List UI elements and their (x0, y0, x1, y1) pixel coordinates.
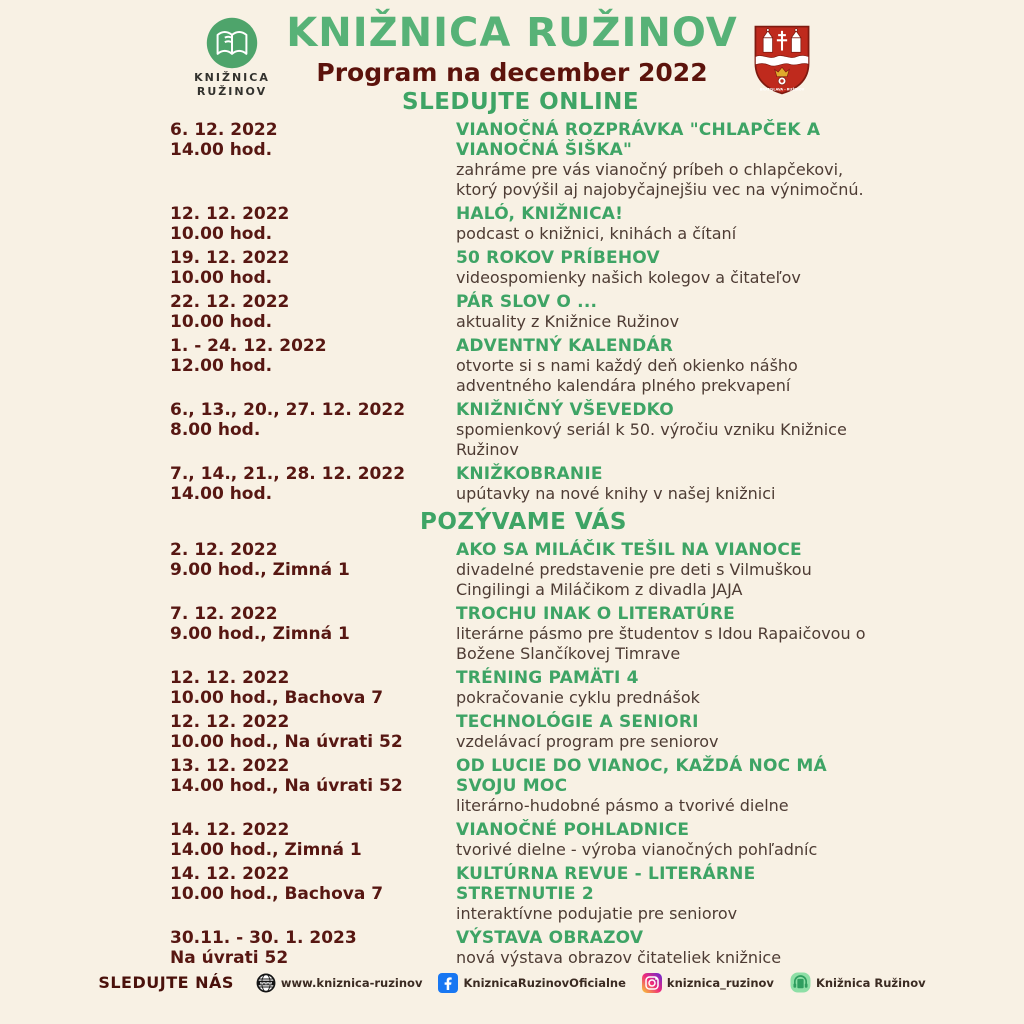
event-time: 10.00 hod., Bachova 7 (170, 688, 384, 708)
event-date: 12. 12. 2022 (170, 204, 290, 224)
event-description: literárne pásmo pre študentov s Idou Rapaičovou o Božene Slančíkovej Timrave (456, 624, 866, 663)
event-row (128, 248, 988, 288)
logo-text-line1: KNIŽNICA (194, 71, 270, 84)
event-time: 10.00 hod., Bachova 7 (170, 884, 384, 904)
event-date: 6., 13., 20., 27. 12. 2022 (170, 400, 406, 420)
event-when (128, 400, 450, 460)
event-when (128, 292, 450, 332)
event-when (128, 336, 450, 396)
event-title: TROCHU INAK O LITERATÚRE (456, 604, 735, 624)
event-description: nová výstava obrazov čitateliek knižnice (456, 948, 782, 967)
event-time: 8.00 hod. (170, 420, 261, 440)
section-heading: SLEDUJTE ONLINE (402, 89, 640, 115)
event-when (128, 204, 450, 244)
event-title: 50 ROKOV PRÍBEHOV (456, 248, 660, 268)
library-logo (192, 16, 272, 98)
event-date: 13. 12. 2022 (170, 756, 290, 776)
event-when (128, 604, 450, 664)
event-info (450, 604, 870, 664)
event-date: 22. 12. 2022 (170, 292, 290, 312)
event-when (128, 756, 450, 816)
event-when (128, 864, 450, 924)
event-row (128, 292, 988, 332)
event-description: zahráme pre vás vianočný príbeh o chlapčekovi, ktorý povýšil aj najobyčajnejšiu vec na výnimočnú. (456, 160, 864, 199)
ruzinov-coat-of-arms (752, 18, 812, 102)
event-time: 14.00 hod. (170, 140, 273, 160)
event-row (128, 712, 988, 752)
event-row (128, 668, 988, 708)
event-info (450, 864, 870, 924)
sections (128, 88, 988, 968)
event-info (450, 248, 870, 288)
event-when (128, 464, 450, 504)
event-title: ADVENTNÝ KALENDÁR (456, 336, 674, 356)
event-row (128, 604, 988, 664)
website-link-label: www.kniznica-ruzinov (280, 975, 423, 990)
podcast-icon (790, 972, 811, 993)
event-row (128, 540, 988, 600)
event-row (128, 204, 988, 244)
event-description: aktuality z Knižnice Ružinov (456, 312, 680, 331)
event-when (128, 248, 450, 288)
event-info (450, 668, 870, 708)
facebook-icon (438, 973, 458, 993)
event-description: tvorivé dielne - výroba vianočných pohľadníc (456, 840, 818, 859)
event-date: 14. 12. 2022 (170, 820, 290, 840)
event-time: 10.00 hod. (170, 268, 273, 288)
event-description: vzdelávací program pre seniorov (456, 732, 719, 751)
instagram-link-label: kniznica_ruzinov (666, 975, 774, 990)
event-when (128, 928, 450, 968)
event-info (450, 292, 870, 332)
event-time: 12.00 hod. (170, 356, 273, 376)
event-info (450, 928, 870, 968)
event-time: 9.00 hod., Zimná 1 (170, 624, 350, 644)
event-description: spomienkový seriál k 50. výročiu vzniku Knižnice Ružinov (456, 420, 847, 459)
event-row (128, 120, 988, 200)
event-date: 7. 12. 2022 (170, 604, 278, 624)
event-list (128, 120, 988, 504)
event-title: PÁR SLOV O ... (456, 292, 598, 312)
event-time: 14.00 hod., Zimná 1 (170, 840, 362, 860)
event-title: VIANOČNÁ ROZPRÁVKA "CHLAPČEK A VIANOČNÁ ŠIŠKA" (456, 120, 821, 160)
event-list (128, 540, 988, 968)
event-info (450, 204, 870, 244)
event-date: 12. 12. 2022 (170, 668, 290, 688)
event-row (128, 928, 988, 968)
instagram-link[interactable] (642, 973, 774, 993)
program-section (128, 508, 988, 968)
event-time: 9.00 hod., Zimná 1 (170, 560, 350, 580)
event-row (128, 756, 988, 816)
event-title: OD LUCIE DO VIANOC, KAŽDÁ NOC MÁ SVOJU MOC (456, 756, 827, 796)
event-when (128, 540, 450, 600)
event-time: Na úvrati 52 (170, 948, 289, 968)
page-subtitle: Program na december 2022 (316, 58, 708, 87)
globe-icon (256, 973, 276, 993)
event-info (450, 120, 870, 200)
event-title: VÝSTAVA OBRAZOV (456, 928, 644, 948)
event-row (128, 400, 988, 460)
event-row (128, 336, 988, 396)
event-when (128, 820, 450, 860)
event-time: 14.00 hod. (170, 484, 273, 504)
event-time: 10.00 hod., Na úvrati 52 (170, 732, 403, 752)
event-title: KNIŽNIČNÝ VŠEVEDKO (456, 400, 674, 420)
event-when (128, 120, 450, 200)
event-info (450, 400, 870, 460)
event-title: TECHNOLÓGIE A SENIORI (456, 712, 699, 732)
follow-us-label: SLEDUJTE NÁS (98, 973, 234, 992)
event-date: 1. - 24. 12. 2022 (170, 336, 327, 356)
svg-text:www: www (259, 981, 273, 986)
event-description: interaktívne podujatie pre seniorov (456, 904, 738, 923)
library-logo-icon (205, 16, 259, 70)
crest-label: BRATISLAVA - RUŽINOV (759, 87, 805, 92)
page-title: KNIŽNICA RUŽINOV (286, 10, 738, 56)
section-heading: POZÝVAME VÁS (420, 509, 627, 535)
event-date: 12. 12. 2022 (170, 712, 290, 732)
event-description: divadelné predstavenie pre deti s Vilmuškou Cingilingi a Miláčikom z divadla JAJA (456, 560, 812, 599)
facebook-link-label: KniznicaRuzinovOficialne (463, 975, 626, 990)
event-info (450, 540, 870, 600)
event-description: videospomienky našich kolegov a čitateľov (456, 268, 801, 287)
event-time: 10.00 hod. (170, 224, 273, 244)
event-info (450, 820, 870, 860)
event-date: 14. 12. 2022 (170, 864, 290, 884)
podcast-link[interactable] (790, 972, 926, 993)
event-title: KNIŽKOBRANIE (456, 464, 603, 484)
program-section (128, 88, 988, 504)
event-time: 10.00 hod. (170, 312, 273, 332)
event-description: podcast o knižnici, knihách a čítaní (456, 224, 737, 243)
event-description: pokračovanie cyklu prednášok (456, 688, 700, 707)
event-info (450, 336, 870, 396)
event-date: 7., 14., 21., 28. 12. 2022 (170, 464, 406, 484)
event-when (128, 668, 450, 708)
website-link[interactable] (256, 973, 423, 993)
event-row (128, 464, 988, 504)
header (0, 10, 1024, 98)
event-date: 19. 12. 2022 (170, 248, 290, 268)
event-row (128, 820, 988, 860)
logo-text-line2: RUŽINOV (196, 85, 268, 98)
event-date: 2. 12. 2022 (170, 540, 278, 560)
event-title: AKO SA MILÁČIK TEŠIL NA VIANOCE (456, 540, 802, 560)
event-title: VIANOČNÉ POHLADNICE (456, 820, 690, 840)
event-date: 6. 12. 2022 (170, 120, 278, 140)
event-info (450, 712, 870, 752)
event-when (128, 712, 450, 752)
event-date: 30.11. - 30. 1. 2023 (170, 928, 357, 948)
event-title: KULTÚRNA REVUE - LITERÁRNE STRETNUTIE 2 (456, 864, 756, 904)
footer (0, 972, 1024, 993)
facebook-link[interactable] (438, 973, 625, 993)
event-row (128, 864, 988, 924)
event-time: 14.00 hod., Na úvrati 52 (170, 776, 403, 796)
event-info (450, 756, 870, 816)
podcast-link-label: Knižnica Ružinov (815, 975, 926, 990)
event-title: HALÓ, KNIŽNICA! (456, 204, 624, 224)
event-info (450, 464, 870, 504)
event-description: literárno-hudobné pásmo a tvorivé dielne (456, 796, 789, 815)
instagram-icon (642, 973, 662, 993)
event-title: TRÉNING PAMÄTI 4 (456, 668, 639, 688)
event-description: upútavky na nové knihy v našej knižnici (456, 484, 776, 503)
event-description: otvorte si s nami každý deň okienko nášho adventného kalendára plného prekvapení (456, 356, 798, 395)
